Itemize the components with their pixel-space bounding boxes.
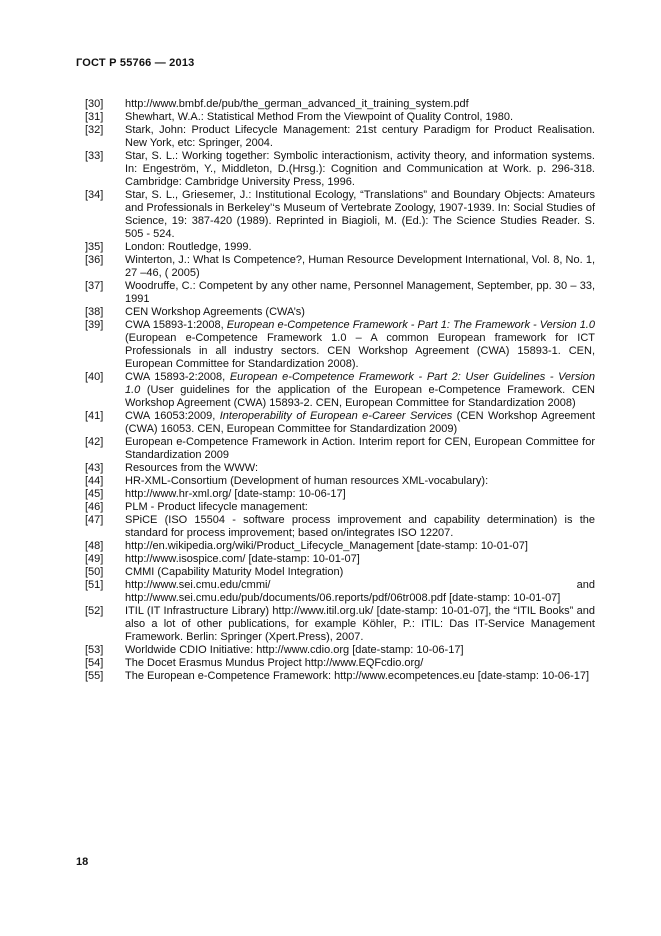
reference-number: [40] [85, 371, 104, 383]
reference-number: [41] [85, 410, 104, 422]
reference-entry [85, 189, 595, 241]
reference-number: [49] [85, 553, 104, 565]
reference-entry [85, 670, 595, 683]
reference-entry [85, 371, 595, 410]
reference-number: [44] [85, 475, 104, 487]
reference-entry [85, 280, 595, 306]
reference-number: [37] [85, 280, 104, 292]
reference-entry [85, 553, 595, 566]
reference-text: Stark, John: Product Lifecycle Management: 21st century Paradigm for Product Realisation. New York, etc: Springer, 2004. [125, 124, 595, 149]
reference-text: Star, S. L.: Working together: Symbolic interactionism, activity theory, and information systems. In: Engeström, Y., Middleton, D.(Hrsg.): Cognition and Communication at Work. p. 296-318. Cambridge: Cambridge University Press, 1996. [125, 150, 595, 188]
reference-number: [31] [85, 111, 104, 123]
reference-text: CWA 15893-1:2008, European e-Competence Framework - Part 1: The Framework - Version 1.0 (European e-Competence Framework 1.0 – A common European framework for ICT Professionals in all industry sectors. CEN Workshop Agreement (CWA) 15893-1. CEN, European Committee for Standardization 2008). [125, 319, 595, 370]
reference-number: [33] [85, 150, 104, 162]
document-title: ГОСТ Р 55766 — 2013 [76, 57, 195, 69]
reference-text: Resources from the WWW: [125, 462, 259, 474]
reference-number: ]35] [85, 241, 104, 253]
reference-text: http://www.isospice.com/ [date-stamp: 10-01-07] [125, 553, 360, 565]
reference-text: CEN Workshop Agreements (CWA’s) [125, 306, 305, 318]
reference-number: [43] [85, 462, 104, 474]
reference-text: ITIL (IT Infrastructure Library) http://www.itil.org.uk/ [date-stamp: 10-01-07], the “ITIL Books” and also a lot of other publications, for example Köhler, P.: ITIL: Das IT-Service Management Framework. Berlin: Springer (Xpert.Press), 2007. [125, 605, 595, 643]
reference-text: SPiCE (ISO 15504 - software process improvement and capability determination) is the standard for process improvement; based on/integrates ISO 12207. [125, 514, 595, 539]
reference-entry [85, 98, 595, 111]
reference-text: Woodruffe, C.: Competent by any other name, Personnel Management, September, pp. 30 – 33, 1991 [125, 280, 595, 305]
reference-entry [85, 475, 595, 488]
reference-entry [85, 579, 595, 605]
reference-text: PLM - Product lifecycle management: [125, 501, 308, 513]
reference-text: http://www.hr-xml.org/ [date-stamp: 10-06-17] [125, 488, 346, 500]
reference-text: Winterton, J.: What Is Competence?, Human Resource Development International, Vol. 8, No. 1, 27 –46, ( 2005) [125, 254, 595, 279]
reference-text: CWA 16053:2009, Interoperability of European e-Career Services (CEN Workshop Agreement (CWA) 16053. CEN, European Committee for Standardization 2009) [125, 410, 596, 435]
reference-entry [85, 150, 595, 189]
reference-entry [85, 657, 595, 670]
reference-number: [53] [85, 644, 104, 656]
reference-number: [32] [85, 124, 104, 136]
reference-text: Star, S. L., Griesemer, J.: Institutional Ecology, “Translations” and Boundary Objects: Amateurs and Professionals in Berkeley’‘s Museum of Vertebrate Zoology, 1907-1939. In: Social Studies of Science, 19: 387-420 (1989). Reprinted in Biagioli, M. (Ed.): The Science Studies Reader. S. 505 - 524. [125, 189, 596, 240]
reference-entry [85, 644, 595, 657]
reference-number: [34] [85, 189, 104, 201]
reference-entry [85, 111, 595, 124]
reference-number: [52] [85, 605, 104, 617]
reference-number: [30] [85, 98, 104, 110]
reference-entry [85, 410, 595, 436]
reference-text: http://www.bmbf.de/pub/the_german_advanced_it_training_system.pdf [125, 98, 469, 110]
reference-text: Worldwide CDIO Initiative: http://www.cdio.org [date-stamp: 10-06-17] [125, 644, 464, 656]
reference-entry [85, 241, 595, 254]
reference-text: CMMI (Capability Maturity Model Integration) [125, 566, 344, 578]
reference-number: [45] [85, 488, 104, 500]
reference-text: HR-XML-Consortium (Development of human resources XML-vocabulary): [125, 475, 489, 487]
reference-entry [85, 488, 595, 501]
reference-number: [48] [85, 540, 104, 552]
reference-entry [85, 501, 595, 514]
reference-number: [46] [85, 501, 104, 513]
reference-entry [85, 540, 595, 553]
reference-entry [85, 514, 595, 540]
reference-number: [39] [85, 319, 104, 331]
reference-entry [85, 436, 595, 462]
reference-text: http://www.sei.cmu.edu/cmmi/ and http://www.sei.cmu.edu/pub/documents/06.reports/pdf/06tr008.pdf [date-stamp: 10-01-07] [125, 579, 595, 604]
reference-number: [55] [85, 670, 104, 682]
reference-text: Shewhart, W.A.: Statistical Method From the Viewpoint of Quality Control, 1980. [125, 111, 514, 123]
reference-text: London: Routledge, 1999. [125, 241, 252, 253]
reference-text: CWA 15893-2:2008, European e-Competence Framework - Part 2: User Guidelines - Version 1.0 (User guidelines for the application of the European e-Competence Framework. CEN Workshop Agreement (CWA) 15893-2. CEN, European Committee for Standardization 2008) [125, 371, 595, 409]
reference-text: The Docet Erasmus Mundus Project http://www.EQFcdio.org/ [125, 657, 424, 669]
reference-number: [47] [85, 514, 104, 526]
reference-number: [36] [85, 254, 104, 266]
reference-list [85, 98, 595, 683]
reference-number: [42] [85, 436, 104, 448]
page-number: 18 [76, 856, 89, 868]
reference-entry [85, 124, 595, 150]
reference-number: [51] [85, 579, 104, 591]
reference-entry [85, 605, 595, 644]
reference-entry [85, 319, 595, 371]
reference-text: The European e-Competence Framework: http://www.ecompetences.eu [date-stamp: 10-06-17] [125, 670, 590, 682]
reference-text: European e-Competence Framework in Action. Interim report for CEN, European Committee for Standardization 2009 [125, 436, 595, 461]
reference-entry [85, 566, 595, 579]
reference-number: [38] [85, 306, 104, 318]
reference-entry [85, 306, 595, 319]
reference-entry [85, 462, 595, 475]
reference-number: [54] [85, 657, 104, 669]
reference-number: [50] [85, 566, 104, 578]
reference-text: http://en.wikipedia.org/wiki/Product_Lifecycle_Management [date-stamp: 10-01-07] [125, 540, 528, 552]
reference-entry [85, 254, 595, 280]
